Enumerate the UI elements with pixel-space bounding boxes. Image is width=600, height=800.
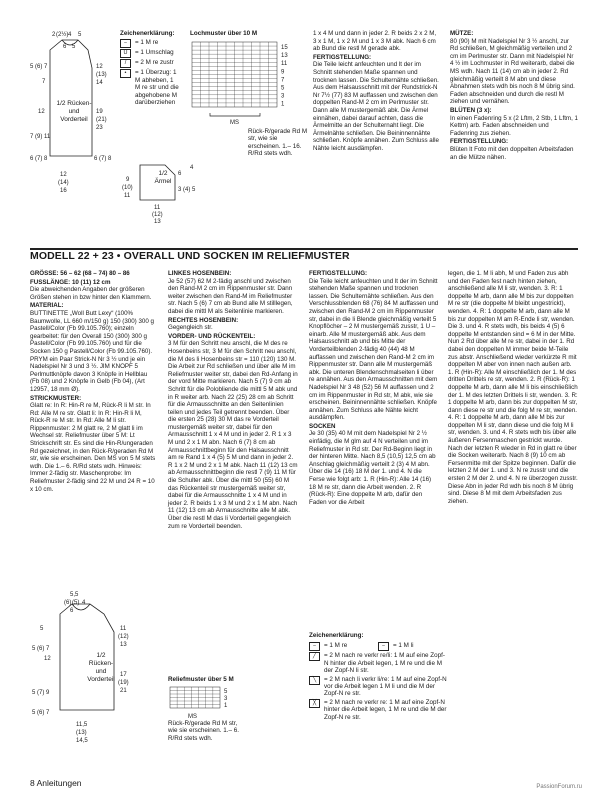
section-heading: VORDER- UND RÜCKENTEIL:: [168, 332, 256, 340]
dim-label: (21): [96, 117, 107, 123]
dim-label: 14,5: [76, 738, 88, 744]
text: 1 x 4 M und dann in jeder 2. R beids 2 x 2 M, 3 x 1 M, 1 x 2 M und 1 x 3 M abk. Nach 6 cm ab Bund die restl M gerade abk.: [313, 30, 437, 53]
dim-label: (13): [96, 72, 107, 78]
section-heading: LINKES HOSENBEIN:: [168, 270, 232, 277]
repeat-bracket: [210, 113, 260, 116]
row-number: 7: [281, 77, 285, 84]
dim-label: 13: [154, 219, 161, 225]
section-heading: GRÖSSE: 56 – 62 (68 – 74) 80 – 86: [30, 270, 130, 277]
dim-label: 5: [78, 32, 82, 38]
dim-label: 9: [126, 177, 130, 183]
text: Blüten lt Foto mit den doppelten Arbeitsfaden an die Mütze nähen.: [450, 145, 574, 161]
row-number: 5: [224, 689, 228, 695]
text: legen, die 1. M li abh, M und Faden zus abh und den Faden fest nach hinten ziehen, anschließend alle M li str, wenden. 3. R: 1 doppelte M arb, dann alle M bis zur doppelten M re str (die doppelte M bleibt ungestrickt), wenden. 4. R: 1 doppelte M arb, dann alle M bis zur doppelten M am R-Ende li str, wenden. Die 3. und 4. R stets wdh, bis beids 4 (5) 6 doppelte M entstanden sind = 6 M in der Mitte. Nun 2 Rd über alle M re str, dabei in der 1. Rd dabei den doppelten M immer beide M-Teile zus abstr. Anschließend wieder verkürzte R mit doppelten M aber von innen nach außen arb. 1. R (Hin-R): Alle M einschließlich der 1. M des dritten Drittels re str, wenden. 2. R (Rück-R): 1 doppelte M arb, dann alle M li bis einschließlich der 1. M des letzten Drittels li str, wenden. 3. R: 1 doppelte M arb, dann bis zur doppelten M str, dann diese re str und die folg M re str, wenden. 4. R: 1 doppelte M arb, dann alle M bis zur doppelten M li str, dann diese und die folg M li str, wenden. 3. und 4. R stets wdh bis über alle äußeren Fersenmaschen gestrickt wurde. Nach der letzten R wieder in Rd in glatt re über die Socken weiterarb. Nach 8 (9) 10 cm ab Fersenmitte mit der Spitze beginnen. Dafür die letzten 2 M der 1. und 3. N re zusstr und die ersten 2 M der 2. und 4. N re überzogen zusstr. Diese Abn in jeder Rd wdh bis noch 8 M übrig sind. Diese 8 M mit dem Arbeitsfaden zus ziehen.: [448, 270, 578, 505]
dim-label: 12: [96, 64, 103, 70]
text: 80 (90) M mit Nadelspiel Nr 3 ½ anschl, zur Rd schließen, M gleichmäßig verteilen und 2 cm im Perlmuster str. Dann mit Nadelspiel Nr 4 ½ im Lochmuster in Rd weiterarb, dabei die MS wdh. Nach 11 (14) cm ab in jeder 2. Rd gleichmäßig verteilt 8 M abn und diese Abnahmen stets wdh bis noch 8 M übrig sind. Faden abschneiden und durch die restl M ziehen und vernähen.: [450, 37, 575, 106]
skp-symbol: •: [120, 69, 131, 78]
dim-label: 2: [52, 32, 56, 38]
dim-label: (14): [58, 180, 69, 186]
section-heading: FUSSLÄNGE: 10 (11) 12 cm: [30, 278, 111, 286]
dim-label: 5: [72, 44, 76, 50]
chart-bottom-caption: Rück-R/gerade Rd M str, wie sie erscheinen. 1.– 6. R/Rd stets wdh.: [168, 720, 240, 742]
legend-text: = 2 M nach re verkr re: 1 M auf eine Zopf-N hinter die Arbeit legen, 1 M re und die M der Zopf-N re str.: [324, 698, 447, 721]
sleeve-schematic: [120, 155, 210, 225]
legend-item: [309, 642, 449, 651]
legend-text: = 1 M re: [135, 39, 159, 47]
text: Glatt re: In R: Hin-R re M, Rück-R li M str. In Rd: Alle M re str. Glatt li: In R: Hin-R li M, Rück-R re M str. In Rd: Alle M li str. Rippenmuster: 2 M glatt re, 2 M glatt li im Wechsel str. Reliefmuster über 5 M: Lt Strickschrift str. Es sind die Hin-R/ungeraden Rd gezeichnet, in den Rück-R/geraden Rd M str, wie sie erscheinen. Den MS von 5 M stets wdh. Die 1.– 6. R/Rd stets wdh. Hinweis: Immer 2-fädig str. Maschenprobe: Im Reliefmuster 2-fädig sind 22 M und 24 R = 10 x 10 cm.: [30, 402, 156, 493]
dim-label: 11: [154, 205, 161, 211]
dim-label: (12): [118, 634, 129, 640]
legend-text: = 2 M nach li verkr li/re: 1 M auf eine Zopf-N vor die Arbeit legen 1 M li und die M der Zopf-N re str.: [324, 675, 447, 698]
chart-top-title: Lochmuster über 10 M: [190, 30, 258, 37]
watermark: PassionForum.ru: [536, 784, 582, 790]
right-cross-symbol: ╱: [309, 652, 320, 661]
dim-label: 6: [63, 44, 67, 50]
text: In einen Fadenring 5 x (2 Lftm, 2 Stb, 1 Lftm, 1 Kettm) arb. Faden abschneiden und Fadenring zus ziehen.: [450, 114, 578, 137]
dim-label: (12): [152, 212, 163, 218]
dim-label: 6 (7) 8: [94, 156, 112, 162]
dim-label: 16: [60, 188, 67, 194]
legend-text: = 2 M nach re verkr re/li: 1 M auf eine Zopf-N hinter die Arbeit legen, 1 M re und die M der Zopf-N li str.: [324, 652, 445, 675]
dim-label: 13: [120, 642, 127, 648]
dim-label: 12: [44, 656, 51, 662]
text: 3 M für den Schritt neu anschl, die M des re Hosenbeins str, 3 M für den Schritt neu anschl, die M des li Hosenbeins str = 110 (120) 130 M. Die Arbeit zur Rd schließen und über alle M im Reliefmuster weiter str, dabei den Rd-Anfang in der vord Mitte markieren. Nach 5 (7) 9 cm ab Schritt für die Polobliende die mittl 5 M abk und in R weiter arb. Nach 22 (25) 28 cm ab Schritt für die Armausschnitte an den Seitenlinien teilen und jedes Teil getrennt beenden. Über die ersten 25 (28) 30 M das re Vorderteil mustergemäß weiter str, dabei für den Armausschnitt 1 x 4 M und in jeder 2. R 1 x 3 M und 2 x 1 M abn. Nach 6 (7) 8 cm ab Armausschnittbeginn für den Halsausschnitt am re Rand 1 x 4 (5) 5 M und dann in jeder 2. R 1 x 2 M und 2 x 1 M abk. Nach 11 (12) 13 cm ab Armausschnittbeginn die restl 7 (9) 11 M für die Schulter abk. Über die mittl 50 (55) 60 M das Rückenteil str mustergemäß weiter str, dabei für die Armausschnitte 1 x 4 M und in jeder 2. R beids 1 x 3 M und 2 x 1 M abn. Nach 11 (12) 13 cm ab Armausschnitte alle M abk. Über die restl M das li Vorderteil gegengleich zum re Vorderteil beenden.: [168, 340, 298, 530]
dim-label: 7: [42, 79, 46, 85]
text: BUTTINETTE „Woll Butt Lexy“ (100% Baumwolle, LL 660 m/150 g) 150 (300) 300 g Pastell/Color (Fb 99.105.760); einzeln gearbeitet: für den Overall 150 (300) 300 g Pastell/Color (Fb 99.105.760) und für die Socken 150 g Pastell/Color (Fb 99.105.760). PRYM ein Paar Strick-N Nr 3 ½ und je ein Nadelspiel Nr 3 und 3 ½. JIM KNOPF 5 Perlmuttknöpfe davon 3 Knöpfe in Hellblau (Fb 08) und 2 Knöpfe in Gelb (Fb 04), (Art 12957, 18 mm Ø).: [30, 309, 154, 393]
section-heading: MATERIAL:: [30, 302, 64, 310]
dim-label: 5,5: [70, 592, 79, 598]
text: Gegengleich str.: [168, 324, 213, 332]
legend-item: [120, 59, 180, 68]
dim-label: 11,5: [76, 722, 88, 728]
legend-item: [309, 699, 449, 721]
row-number: 13: [281, 53, 288, 60]
front-piece-outline: [50, 40, 92, 156]
chart-bottom-title: Reliefmuster über 5 M: [168, 676, 234, 683]
text: Die Teile leicht anfeuchten und lt der im Schnitt stehenden Maße spannen und trocknen lassen. Die Schulternähte schließen. Aus den Verschlussblenden 68 (76) 84 M auffassen und zwischen den Rand-M 2 cm im Rippenmuster str, dabei in die li Blende gleichmäßig verteilt 5 Knopflöcher – 2 M mustergemäß zusstr, 1 U – einarb. Alle M mustergemäß abk. Aus dem Halsausschnitt ab und bis Mitte der Vorderteilblenden 2-fädig 40 (44) 48 M auffassen und zwischen den Rand-M 2 cm im Rippenmuster str. Dann alle M mustergemäß abk. Die unteren Blendenschmalseiten li über re annähen. Aus den Armausschnitten mit dem Nadelspiel Nr 3 48 (52) 56 M auffassen und 2 cm im Rippenmuster in Rd str, M abk, wie sie erscheinen. Beininnennähte schließen. Knöpfe annähen. Zum Schluss alle Nähte leicht ausdämpfen.: [309, 277, 439, 422]
dim-label: 5 (6) 7: [30, 64, 48, 70]
overall-label: 1/2 Rücken- und Vorderteil: [87, 652, 115, 683]
dim-label: 19: [96, 109, 103, 115]
dim-label: (19): [118, 680, 129, 686]
section-heading: SOCKEN: [309, 422, 336, 430]
repeat-label: MS: [188, 714, 197, 720]
sleeve-label: 1/2 Ärmel: [154, 170, 172, 185]
dim-label: (5): [72, 600, 80, 606]
dim-label: 3 (4) 5: [178, 187, 196, 193]
text: Die abweichenden Angaben der größeren Größen stehen in bzw hinter den Klammern.: [30, 286, 152, 301]
legend-title: Zeichenerklärung:: [309, 632, 364, 639]
knit-symbol: −: [120, 39, 131, 48]
repeat-label: MS: [230, 120, 239, 126]
row-number: 1: [281, 101, 285, 108]
section-heading: RECHTES HOSENBEIN:: [168, 316, 239, 324]
bottom-column-3: [309, 270, 439, 507]
legend-item: [120, 49, 180, 58]
legend-top: [120, 30, 180, 107]
bottom-column-4: [448, 270, 578, 506]
dim-label: 7 (9) 11: [30, 134, 51, 140]
legend-text: = 2 M re zustr: [135, 59, 174, 67]
text: Je 52 (57) 62 M 2-fädig anschl und zwischen den Rand-M 2 cm im Rippenmuster str. Dann weiter zwischen den Rand-M im Reliefmuster str. Nach 5 (6) 7 cm ab Bund alle M stilllegen, dabei die mittl M als Seitenlinie markieren.: [168, 277, 293, 315]
section-heading: FERTIGSTELLUNG:: [450, 138, 509, 146]
front-piece-label: 1/2 Rücken- und Vorderteil: [56, 100, 92, 123]
dim-label: 17: [120, 672, 127, 678]
dim-label: 14: [96, 80, 103, 86]
legend-item: [309, 652, 449, 674]
dim-label: 23: [96, 125, 103, 131]
dim-label: 11: [120, 626, 127, 632]
dim-label: 4: [190, 165, 194, 171]
row-number: 3: [281, 93, 285, 100]
dim-label: (10): [122, 185, 133, 191]
row-number: 9: [281, 69, 285, 76]
dim-label: 5: [40, 626, 44, 632]
dim-label: 4: [68, 32, 72, 38]
dim-label: 11: [124, 193, 131, 199]
relief-chart: [168, 685, 258, 720]
section-heading: STRICKMUSTER:: [30, 394, 82, 402]
dim-label: 6: [70, 608, 74, 614]
dim-label: 5 (7) 9: [32, 690, 50, 696]
legend-item: [120, 69, 180, 106]
legend-text: = 1 M re: [324, 642, 348, 650]
legend-item: [120, 39, 180, 48]
row-number: 5: [281, 85, 285, 92]
dim-label: (2½): [56, 32, 69, 38]
dim-label: 6 (7) 8: [30, 156, 48, 162]
legend-bottom: [309, 632, 449, 722]
lace-chart: [190, 40, 300, 135]
left-cross-symbol: ╲: [309, 676, 320, 685]
dim-label: 5 (6) 7: [32, 646, 50, 652]
section-heading: BLÜTEN (3 x):: [450, 106, 492, 114]
row-number: 1: [224, 703, 228, 709]
row-number: 11: [281, 61, 288, 68]
chart-top-caption: Rück-R/gerade Rd M str, wie sie erscheinen. 1.– 16. R/Rd stets wdh.: [248, 128, 308, 158]
legend-text: = 1 Überzug: 1 M abheben, 1 M re str und die abgehobene M darüberziehen: [135, 69, 179, 107]
dim-label: 6: [178, 171, 182, 177]
bottom-column-2: [168, 270, 298, 531]
k2tog-symbol: /: [120, 59, 131, 68]
section-heading: FERTIGSTELLUNG:: [313, 53, 372, 61]
legend-text: = 1 Umschlag: [135, 49, 174, 57]
top-column-3: [313, 30, 441, 154]
model-title: MODELL 22 + 23 • OVERALL UND SOCKEN IM RELIEFMUSTER: [30, 250, 350, 262]
legend-item: [309, 676, 449, 698]
dim-label: 12: [60, 172, 67, 178]
dim-label: (6): [64, 600, 72, 606]
section-heading: FERTIGSTELLUNG:: [309, 270, 368, 277]
dim-label: 4: [82, 600, 86, 606]
row-number: 3: [224, 696, 228, 702]
dim-label: 21: [120, 688, 127, 694]
text: Die Teile leicht anfeuchten und lt der im Schnitt stehenden Maße spannen und trocknen lassen. Die Schulternähte schließen. Aus dem Halsausschnitt mit der Rundstrick-N Nr 7½ (77) 83 M auffassen und zwischen den doppelten Rand-M 2 cm im Perlmuster str. Dann alle M mustergemäß abk. Die Ärmel einnähen, dabei darauf achten, dass die Ärmelmitte an der Schulternaht liegt. Die Ärmelnähte schließen. Die Beininnennähte schließen. Knöpfe annähen. Zum Schluss alle Nähte leicht ausdämpfen.: [313, 61, 439, 152]
text: Je 30 (35) 40 M mit dem Nadelspiel Nr 2 ½ einfädig, die M glm auf 4 N verteilen und im Reliefmuster in Rd str. Der Rd-Beginn liegt in der hinteren Mitte. Nach 8,5 (10,5) 12,5 cm ab Anschlag gleichmäßig verteilt 2 (3) 4 M abn. Über die 14 (16) 18 M der 1. und 4. N die Ferse wie folgt arb: 1. R (Hin-R): Alle 14 (16) 18 M re str, dann die Arbeit wenden. 2. R (Rück-R): Eine doppelte M arb, dafür den Faden vor die Arbeit: [309, 430, 436, 506]
knit-cross-symbol: ╳: [309, 699, 320, 708]
legend-title: Zeichenerklärung:: [120, 30, 175, 37]
page-footer: 8 Anleitungen: [30, 778, 82, 788]
purl-symbol: −: [378, 642, 389, 651]
dim-label: 5 (6) 7: [32, 710, 50, 716]
yarnover-symbol: U: [120, 49, 131, 58]
legend-text: = 1 M li: [393, 642, 414, 650]
bottom-column-1: [30, 270, 158, 494]
top-column-4: [450, 30, 578, 162]
row-number: 15: [281, 45, 288, 51]
dim-label: (13): [76, 730, 87, 736]
knit-symbol: −: [309, 642, 320, 651]
dim-label: 12: [38, 109, 45, 115]
section-heading: MÜTZE:: [450, 30, 474, 37]
